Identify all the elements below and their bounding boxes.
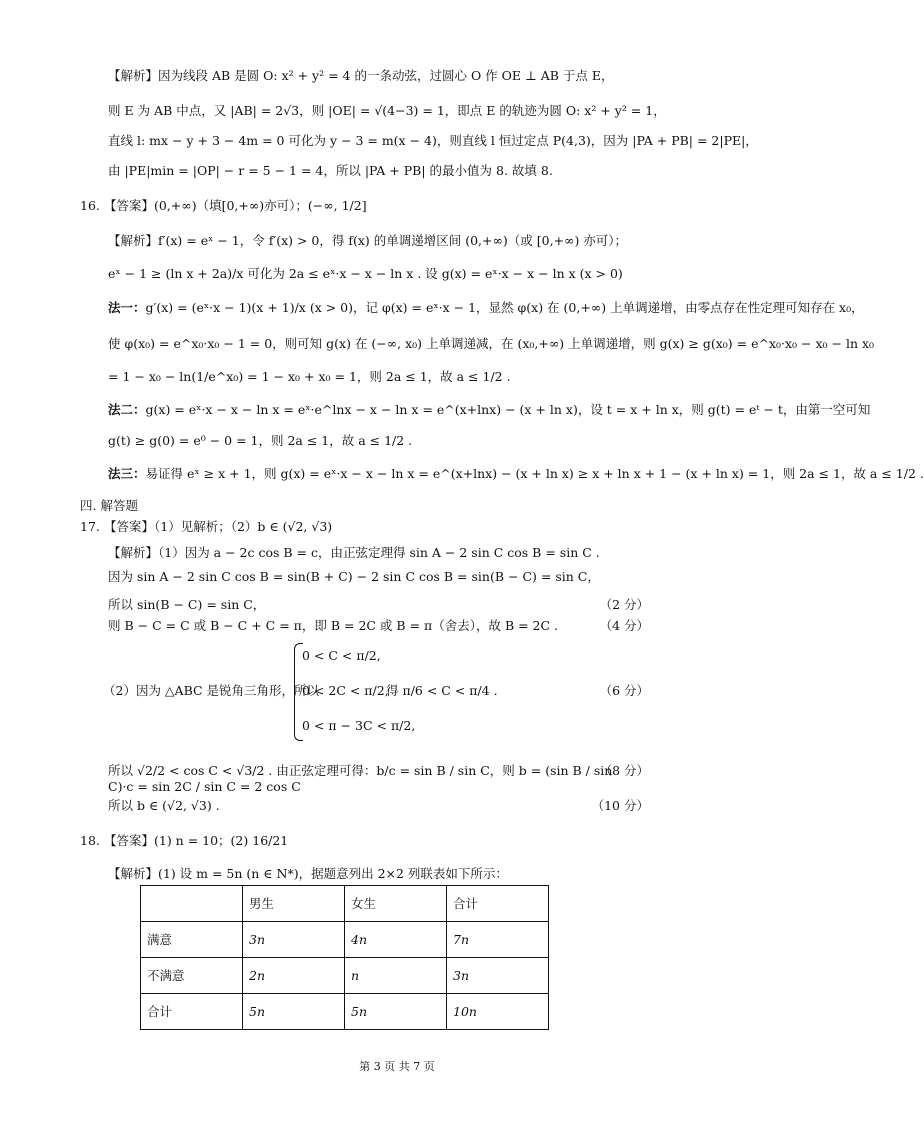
- table-cell: 不满意: [141, 958, 243, 994]
- q17-step-1: 【解析】（1）因为 a − 2c cos B = c，由正弦定理得 sin A − 2 sin C cos B = sin C .: [108, 545, 600, 560]
- table-row: [141, 922, 549, 958]
- contingency-table: [140, 885, 549, 1030]
- q16-method-2-line-b: g(t) ≥ g(0) = e⁰ − 0 = 1，则 2a ≤ 1，故 a ≤ 1/2 .: [108, 433, 413, 448]
- table-cell: 7n: [447, 922, 549, 958]
- table-cell: 2n: [243, 958, 345, 994]
- table-cell: 5n: [345, 994, 447, 1030]
- q16-method-2: [108, 402, 870, 418]
- system-line-3: 0 < π − 3C < π/2,: [302, 718, 416, 733]
- q17-score-8: （8 分）: [599, 763, 649, 778]
- method-3-label: 法三：: [108, 466, 146, 481]
- section-heading: 四. 解答题: [80, 498, 138, 513]
- table-cell: n: [345, 958, 447, 994]
- table-row: [141, 994, 549, 1030]
- table-cell: 10n: [447, 994, 549, 1030]
- q17-step-4: 则 B − C = C 或 B − C + C = π，即 B = 2C 或 B = π（舍去），故 B = 2C .: [108, 618, 559, 633]
- table-row: [141, 958, 549, 994]
- q17-step-7: 所以 b ∈ (√2, √3) .: [108, 798, 220, 813]
- q17-score-2: （2 分）: [599, 597, 649, 612]
- q17-number: 17.: [80, 519, 100, 534]
- table-cell: 3n: [447, 958, 549, 994]
- q16-analysis-2: eˣ − 1 ≥ (ln x + 2a)/x 可化为 2a ≤ eˣ·x − x − ln x . 设 g(x) = eˣ·x − x − ln x (x > 0): [108, 266, 623, 281]
- q17-step-2: 因为 sin A − 2 sin C cos B = sin(B + C) − 2 sin C cos B = sin(B − C) = sin C，: [108, 569, 600, 584]
- q17-part-2-intro: （2）因为 △ABC 是锐角三角形，所以: [103, 683, 320, 698]
- p15-line-4: 由 |PE|min = |OP| − r = 5 − 1 = 4，所以 |PA + PB| 的最小值为 8. 故填 8.: [108, 163, 553, 178]
- q18-answer: 【答案】(1) n = 10；(2) 16/21: [104, 833, 289, 848]
- table-header-row: [141, 886, 549, 922]
- q17-step-6: 所以 √2/2 < cos C < √3/2 . 由正弦定理可得：b/c = sin B / sin C，则 b = (sin B / sin C)·c = sin 2C / sin C = 2 cos C: [108, 763, 613, 794]
- q17-answer: 【答案】（1）见解析；（2）b ∈ (√2, √3): [104, 519, 333, 534]
- table-cell: 合计: [141, 994, 243, 1030]
- q16-method-1: [108, 300, 864, 316]
- q17-score-6: （6 分）: [599, 683, 649, 698]
- system-line-1: 0 < C < π/2,: [302, 648, 381, 663]
- q16-method-1-line-c: = 1 − x₀ − ln(1/e^x₀) = 1 − x₀ + x₀ = 1，则 2a ≤ 1，故 a ≤ 1/2 .: [108, 369, 511, 384]
- q16-method-1-line-b: 使 φ(x₀) = e^x₀·x₀ − 1 = 0，则可知 g(x) 在 (−∞, x₀) 上单调递减，在 (x₀,+∞) 上单调递增，则 g(x) ≥ g(x₀) = e^x₀·x₀ − x₀ − ln x₀: [108, 336, 875, 351]
- method-1-line-a: g′(x) = (eˣ·x − 1)(x + 1)/x (x > 0)，记 φ(x) = eˣ·x − 1，显然 φ(x) 在 (0,+∞) 上单调递增，由零点存在性定理可知存在 x₀，: [145, 300, 864, 315]
- system-line-2: 0 < 2C < π/2,: [302, 683, 389, 698]
- q17-score-10: （10 分）: [591, 798, 649, 813]
- table-header-cell: 女生: [345, 886, 447, 922]
- p15-line-3: 直线 l: mx − y + 3 − 4m = 0 可化为 y − 3 = m(x − 4)，则直线 l 恒过定点 P(4,3)，因为 |PA + PB| = 2|PE|，: [108, 133, 758, 148]
- q18-number: 18.: [80, 833, 100, 848]
- q16-answer: 【答案】(0,+∞)（填[0,+∞)亦可）；(−∞, 1/2]: [104, 198, 367, 213]
- p15-line-1: 【解析】因为线段 AB 是圆 O: x² + y² = 4 的一条动弦，过圆心 O 作 OE ⊥ AB 于点 E，: [108, 68, 614, 83]
- table-header-cell: 男生: [243, 886, 345, 922]
- p15-line-2: 则 E 为 AB 中点，又 |AB| = 2√3，则 |OE| = √(4−3) = 1，即点 E 的轨迹为圆 O: x² + y² = 1，: [108, 103, 666, 118]
- q17-step-3: 所以 sin(B − C) = sin C，: [108, 597, 266, 612]
- q17-score-4: （4 分）: [599, 618, 649, 633]
- table-header-cell: [141, 886, 243, 922]
- q17-part-2-result: 得 π/6 < C < π/4 .: [386, 683, 498, 698]
- method-3-line-a: 易证得 eˣ ≥ x + 1，则 g(x) = eˣ·x − x − ln x = e^(x+lnx) − (x + ln x) ≥ x + ln x + 1 − (x + ln x) = 1，则 2a ≤ 1，故 a ≤ 1/2 .: [145, 466, 924, 481]
- table-header-cell: 合计: [447, 886, 549, 922]
- method-2-label: 法二：: [108, 402, 146, 417]
- method-2-line-a: g(x) = eˣ·x − x − ln x = eˣ·e^lnx − x − ln x = e^(x+lnx) − (x + ln x)，设 t = x + ln x，则 g(t) = eᵗ − t，由第一空可知: [145, 402, 871, 417]
- table-cell: 满意: [141, 922, 243, 958]
- q16-analysis-1: 【解析】f′(x) = eˣ − 1，令 f′(x) > 0，得 f(x) 的单调递增区间 (0,+∞)（或 [0,+∞) 亦可）；: [108, 233, 628, 248]
- table-cell: 4n: [345, 922, 447, 958]
- table-cell: 3n: [243, 922, 345, 958]
- q18-analysis: 【解析】(1) 设 m = 5n (n ∈ N*)，据题意列出 2×2 列联表如下所示：: [108, 866, 508, 881]
- q16-method-3: [108, 466, 924, 482]
- page-footer: 第 3 页 共 7 页: [359, 1060, 435, 1073]
- method-1-label: 法一：: [108, 300, 146, 315]
- table-cell: 5n: [243, 994, 345, 1030]
- q16-number: 16.: [80, 198, 100, 213]
